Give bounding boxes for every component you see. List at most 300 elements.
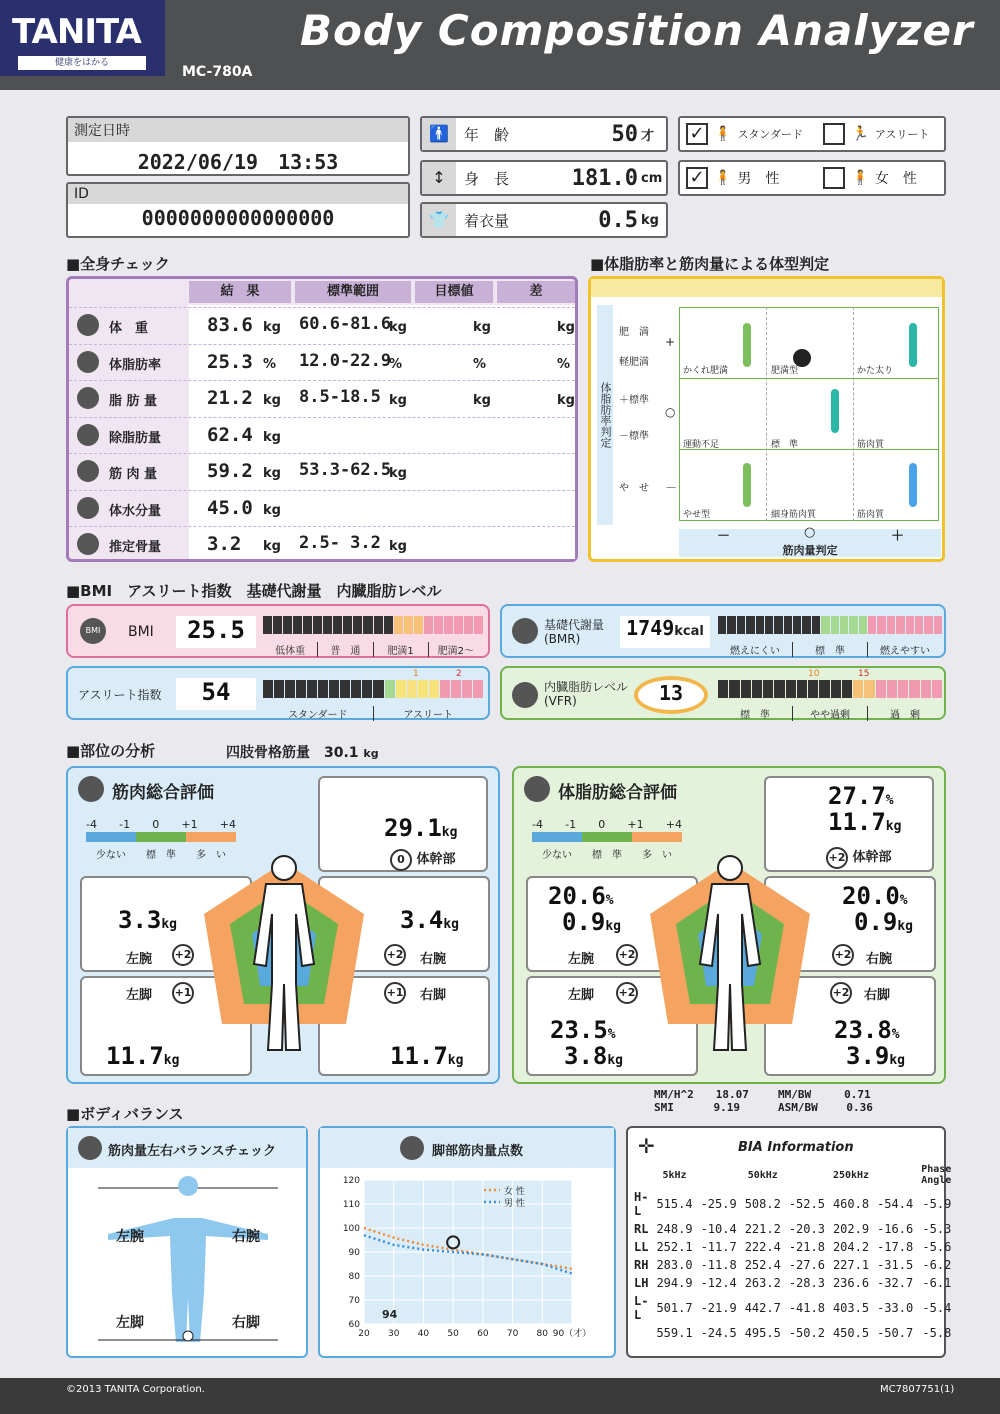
- age-label: 年 齢: [464, 125, 510, 144]
- bia-cell: 294.9: [656, 1276, 693, 1290]
- bar-cell: [763, 680, 773, 698]
- muscle-rleg-value: 11.7kg: [390, 1042, 464, 1070]
- bia-cell: -5.8: [922, 1326, 952, 1340]
- bar-cell: [898, 680, 908, 698]
- id-box: [66, 182, 410, 238]
- grid-line: [766, 307, 767, 521]
- bar-cell: [418, 680, 428, 698]
- bia-table: [630, 1162, 955, 1342]
- row-range-unit: kg: [389, 393, 407, 408]
- bmr-label: 基礎代謝量 (BMR): [544, 618, 605, 646]
- row-range: 8.5-18.5: [299, 387, 381, 407]
- fat-title: 体脂肪総合評価: [558, 783, 677, 803]
- row-icon: [77, 424, 99, 446]
- vfr-bar: [718, 680, 942, 698]
- muscle-body-diagram: [196, 854, 372, 1054]
- age-unit: 才: [641, 128, 655, 144]
- mmh2-value: 18.07: [715, 1088, 749, 1101]
- bar-segment-label: 標 準: [740, 710, 770, 721]
- x-tick-label: 20: [358, 1329, 370, 1339]
- bia-row: [630, 1292, 955, 1324]
- flegend-high: 多 い: [642, 850, 672, 861]
- bar-cell: [737, 616, 745, 634]
- bia-cell: -10.4: [700, 1222, 737, 1236]
- bmr-value: 1749: [626, 616, 675, 640]
- leg-score-panel: [318, 1126, 616, 1358]
- bmr-unit: kcal: [674, 624, 704, 639]
- copyright: ©2013 TANITA Corporation.: [66, 1384, 205, 1395]
- bar-cell: [353, 616, 362, 634]
- bia-row-key: H-L: [634, 1190, 649, 1218]
- row-range: 2.5- 3.2: [299, 533, 381, 553]
- bar-cell: [718, 680, 728, 698]
- leg-score-value: 94: [382, 1308, 398, 1321]
- bar-segment-label: スタンダード: [287, 710, 348, 721]
- bia-cell: 501.7: [656, 1301, 693, 1315]
- legend-label-0: 女 性: [504, 1187, 525, 1197]
- body-balance-title: ■ボディバランス: [66, 1105, 184, 1123]
- bia-header: Phase Angle: [921, 1164, 952, 1186]
- body-figure-icon: [909, 463, 917, 507]
- indices-title: ■BMI アスリート指数 基礎代謝量 内臓脂肪レベル: [66, 582, 442, 600]
- vfr-value-box: [634, 676, 708, 714]
- vfr-mark-15: 15: [858, 669, 870, 679]
- bia-cell: -31.5: [877, 1258, 914, 1272]
- bar-cell: [444, 616, 453, 634]
- col-result: 結 果: [189, 281, 291, 303]
- y-tick-label: 70: [348, 1296, 360, 1306]
- row-target-unit: %: [473, 356, 487, 372]
- bmi-panel: [66, 604, 490, 658]
- bar-cell: [424, 616, 433, 634]
- bar-cell: [434, 616, 443, 634]
- bia-cell: 252.4: [744, 1258, 781, 1272]
- bar-segment-label: 過 剰: [867, 706, 942, 721]
- row-icon: [77, 314, 99, 336]
- bar-segment-label: 肥満2～: [428, 642, 483, 657]
- standard-icon: 🧍: [714, 126, 732, 142]
- row-icon: [77, 497, 99, 519]
- height-value: 181.0: [571, 165, 638, 191]
- bar-cell: [384, 616, 393, 634]
- athlete-panel: [66, 666, 490, 720]
- bar-cell: [307, 680, 317, 698]
- bia-cell: -6.1: [922, 1276, 952, 1290]
- scale-m1: -1: [119, 818, 131, 831]
- fat-rarm-kg: 0.9kg: [854, 908, 914, 936]
- bar-cell: [831, 616, 839, 634]
- bia-row: [630, 1324, 955, 1342]
- col-range: 標準範囲: [295, 281, 411, 303]
- bar-cell: [462, 680, 472, 698]
- bar-cell: [440, 680, 450, 698]
- scale-p4: +4: [219, 818, 236, 831]
- bar-cell: [802, 616, 810, 634]
- row-label: 脂 肪 量: [109, 394, 158, 409]
- athlete-checkbox[interactable]: [823, 123, 845, 145]
- vfr-panel: [500, 666, 946, 720]
- header-bar: [0, 0, 1000, 90]
- fat-rleg-kg: 3.9kg: [846, 1042, 906, 1070]
- bia-cell: -50.7: [877, 1326, 914, 1340]
- row-value: 59.2: [207, 460, 253, 482]
- person-icon: 🚹: [422, 118, 456, 150]
- grid-line: [679, 378, 939, 379]
- body-figure-icon: [909, 323, 917, 367]
- fat-trunk-score: +2: [826, 847, 848, 869]
- fat-rleg-pct: 23.8%: [834, 1016, 900, 1044]
- extra-left: [654, 1088, 749, 1114]
- vfr-icon: [512, 682, 538, 708]
- vfr-value: 13: [658, 681, 684, 705]
- standard-checkbox[interactable]: ✓: [686, 123, 708, 145]
- bar-cell: [283, 616, 292, 634]
- bar-cell: [414, 616, 423, 634]
- muscle-larm-score: +2: [172, 944, 194, 966]
- bia-cell: 202.9: [832, 1222, 870, 1236]
- body-type-row-label: －標準: [619, 431, 649, 442]
- bar-segment-label: 肥満1: [373, 642, 428, 657]
- asmbw-label: ASM/BW: [778, 1101, 818, 1114]
- bar-cell: [756, 616, 764, 634]
- bar-cell: [474, 616, 483, 634]
- bar-cell: [859, 616, 867, 634]
- grid-line: [679, 449, 939, 450]
- bia-panel: [626, 1126, 952, 1358]
- female-checkbox[interactable]: [823, 167, 845, 189]
- bia-cell: 495.5: [744, 1326, 781, 1340]
- body-figure-icon: [831, 389, 839, 433]
- bia-header: [785, 1162, 829, 1188]
- col-target: 目標値: [415, 281, 493, 303]
- logo-subtitle: 健康をはかる: [18, 56, 146, 70]
- muscle-trunk-value: 29.1kg: [384, 814, 458, 842]
- standard-label: スタンダード: [737, 128, 803, 141]
- bar-cell: [362, 680, 372, 698]
- limb-muscle: [226, 742, 379, 762]
- whole-body-row: [69, 307, 575, 344]
- bia-cell: -50.2: [788, 1326, 825, 1340]
- bar-cell: [385, 680, 395, 698]
- fat-rarm-score: +2: [832, 944, 854, 966]
- muscle-scale-bar: [86, 832, 236, 842]
- bia-cell: -17.8: [877, 1240, 914, 1254]
- body-type-cell: やせ型: [683, 510, 711, 520]
- lr-balance-panel: [66, 1126, 308, 1358]
- bar-cell: [896, 616, 904, 634]
- muscle-panel: [66, 766, 500, 1084]
- clothes-label: 着衣量: [464, 211, 510, 230]
- row-unit: kg: [263, 502, 281, 518]
- body-type-row-mark: +: [665, 335, 676, 349]
- balance-icon: [78, 1136, 102, 1160]
- vfr-mark-10: 10: [808, 669, 820, 679]
- row-diff-unit: kg: [557, 393, 575, 408]
- bar-cell: [273, 616, 282, 634]
- body-type-cell: 細身筋肉質: [771, 510, 817, 520]
- row-unit: %: [263, 356, 277, 372]
- row-diff-unit: kg: [557, 320, 575, 335]
- row-icon: [77, 460, 99, 482]
- bar-cell: [840, 616, 848, 634]
- bal-larm-label: 左腕: [116, 1229, 144, 1245]
- bar-cell: [877, 616, 885, 634]
- bia-cell: 515.4: [656, 1197, 693, 1211]
- bar-cell: [915, 616, 923, 634]
- muscle-larm-label: 左腕: [126, 952, 153, 967]
- fat-larm-pct: 20.6%: [548, 882, 614, 910]
- fat-trunk-label: 体幹部: [852, 850, 892, 865]
- bia-row-key: [630, 1324, 652, 1342]
- fat-body-diagram: [642, 854, 818, 1054]
- row-value: 3.2: [207, 533, 242, 555]
- bar-cell: [924, 616, 932, 634]
- x-tick-label: 70: [506, 1329, 519, 1339]
- bar-cell: [887, 680, 897, 698]
- female-label: 女 性: [874, 171, 917, 187]
- bar-cell: [373, 680, 383, 698]
- bar-cell: [784, 616, 792, 634]
- bar-segment-label: 燃えにくい: [730, 646, 780, 657]
- row-unit: kg: [263, 539, 281, 554]
- bar-segment-label: 標 準: [792, 642, 867, 657]
- shirt-icon: 👕: [422, 204, 456, 236]
- x-mark: －: [717, 529, 731, 544]
- row-diff-unit: %: [557, 356, 571, 372]
- bar-cell: [374, 616, 383, 634]
- id-value: 0000000000000000: [141, 206, 335, 230]
- bia-row-key: RL: [634, 1222, 649, 1236]
- mmh2-label: MM/H^2: [654, 1088, 694, 1101]
- row-value: 62.4: [207, 423, 253, 446]
- row-range-unit: kg: [389, 320, 407, 335]
- body-type-row-label: 肥 満: [619, 327, 649, 338]
- bmi-value-box: [176, 616, 256, 648]
- bar-cell: [429, 680, 439, 698]
- logo-text: TANITA: [12, 12, 141, 52]
- bar-cell: [303, 616, 312, 634]
- clothes-value: 0.5: [598, 207, 638, 233]
- fat-rleg-label: 右脚: [864, 988, 891, 1003]
- bia-cell: 221.2: [744, 1222, 781, 1236]
- legend-low: 少ない: [96, 850, 126, 861]
- body-type-cell: かくれ肥満: [683, 366, 729, 376]
- bar-cell: [934, 616, 942, 634]
- bia-cell: -16.6: [877, 1222, 914, 1236]
- bia-cell: -54.4: [877, 1197, 914, 1211]
- male-checkbox[interactable]: ✓: [686, 167, 708, 189]
- muscle-lleg-score: +1: [172, 982, 194, 1004]
- bia-cell: 227.1: [832, 1258, 870, 1272]
- bia-header: 250kHz: [832, 1169, 870, 1181]
- bar-cell: [340, 680, 350, 698]
- body-type-title: ■体脂肪率と筋肉量による体型判定: [590, 255, 830, 273]
- athlete-mark-1: 1: [413, 669, 419, 679]
- bar-segment-label: 燃えやすい: [867, 642, 942, 657]
- bar-cell: [853, 680, 863, 698]
- row-value: 83.6: [207, 314, 253, 336]
- x-axis-label: 筋肉量判定: [782, 544, 838, 557]
- whole-body-title: ■全身チェック: [66, 255, 170, 273]
- muscle-rleg-label: 右脚: [420, 988, 447, 1003]
- bar-cell: [333, 616, 342, 634]
- bia-title: BIA Information: [738, 1140, 854, 1155]
- leg-icon: [400, 1136, 424, 1160]
- vfr-label: 内臓脂肪レベル (VFR): [544, 680, 629, 708]
- row-range: 53.3-62.5: [299, 460, 392, 480]
- bar-cell: [864, 680, 874, 698]
- row-icon: [77, 351, 99, 373]
- fat-lleg-score: +2: [616, 982, 638, 1004]
- bia-cell: -33.0: [877, 1301, 914, 1315]
- bia-cell: -5.4: [922, 1301, 952, 1315]
- bia-cell: -41.8: [788, 1301, 825, 1315]
- bar-cell: [831, 680, 841, 698]
- bmi-label: BMI: [128, 624, 154, 640]
- row-label: 推定骨量: [109, 540, 162, 555]
- female-icon: 🧍: [851, 170, 869, 186]
- bia-row: [630, 1238, 955, 1256]
- row-range: 60.6-81.6: [299, 314, 392, 334]
- whole-body-row: [69, 417, 575, 454]
- whole-body-row: [69, 380, 575, 417]
- bar-cell: [285, 680, 295, 698]
- fat-larm-score: +2: [616, 944, 638, 966]
- bar-cell: [746, 616, 754, 634]
- scale-0: 0: [152, 818, 160, 831]
- height-unit: cm: [641, 170, 663, 186]
- muscle-rarm-value: 3.4kg: [400, 906, 460, 934]
- bia-header: 50kHz: [747, 1169, 778, 1181]
- bia-cell: 403.5: [832, 1301, 870, 1315]
- tanita-logo: [0, 0, 165, 76]
- fat-rleg-score: +2: [830, 982, 852, 1004]
- bar-cell: [396, 680, 406, 698]
- row-value: 25.3: [207, 350, 253, 373]
- bia-cell: 508.2: [744, 1197, 781, 1211]
- model-number: MC-780A: [182, 64, 253, 80]
- fscale-m4: -4: [532, 818, 543, 831]
- bia-cell: -5.6: [922, 1240, 952, 1254]
- segmental-title: ■部位の分析: [66, 742, 156, 760]
- bar-cell: [329, 680, 339, 698]
- bia-cell: -11.8: [700, 1258, 737, 1272]
- smi-value: 9.19: [713, 1101, 740, 1114]
- bia-cell: -6.2: [922, 1258, 952, 1272]
- fat-rarm-label: 右腕: [866, 952, 893, 967]
- y-tick-label: 110: [342, 1200, 360, 1210]
- row-unit: kg: [263, 320, 281, 335]
- lr-title: 筋肉量左右バランスチェック: [108, 1144, 276, 1159]
- muscle-title: 筋肉総合評価: [112, 783, 214, 803]
- row-value: 45.0: [207, 496, 253, 519]
- bar-cell: [727, 616, 735, 634]
- body-type-row-mark: －: [665, 481, 678, 495]
- crosshair-icon: ✛: [638, 1134, 655, 1158]
- bar-cell: [887, 616, 895, 634]
- athlete-mark-2: 2: [456, 669, 462, 679]
- athlete-icon: 🏃: [851, 126, 869, 142]
- bar-cell: [473, 680, 483, 698]
- bia-row-key: RH: [634, 1258, 649, 1272]
- whole-body-row: [69, 490, 575, 527]
- body-type-panel: [588, 276, 945, 562]
- bar-cell: [718, 616, 726, 634]
- form-code: MC7807751(1): [880, 1384, 955, 1395]
- bia-cell: -52.5: [788, 1197, 825, 1211]
- x-tick-label: 40: [417, 1329, 430, 1339]
- limb-value: 30.1: [324, 745, 359, 761]
- clothes-box: [420, 202, 668, 238]
- x-mark: ○: [804, 525, 816, 540]
- x-tick-label: 80: [536, 1329, 549, 1339]
- whole-body-table: [66, 276, 578, 562]
- fscale-p4: +4: [665, 818, 682, 831]
- bia-cell: 559.1: [656, 1326, 693, 1340]
- leg-score-chart: [324, 1172, 612, 1356]
- bia-cell: 450.5: [832, 1326, 870, 1340]
- bia-cell: -11.7: [700, 1240, 737, 1254]
- fscale-p1: +1: [627, 818, 644, 831]
- legend-label-1: 男 性: [504, 1199, 525, 1209]
- bar-cell: [729, 680, 739, 698]
- muscle-larm-value: 3.3kg: [118, 906, 178, 934]
- fat-lleg-pct: 23.5%: [550, 1016, 616, 1044]
- bar-cell: [263, 680, 273, 698]
- muscle-rarm-label: 右腕: [420, 952, 447, 967]
- row-target-unit: kg: [473, 320, 491, 335]
- sex-box: [678, 160, 946, 196]
- height-icon: ↕: [422, 162, 456, 194]
- bia-row: [630, 1274, 955, 1292]
- body-type-cell: かた太り: [857, 366, 894, 376]
- bar-cell: [363, 616, 372, 634]
- body-type-header: [591, 279, 942, 297]
- bia-header: [873, 1162, 917, 1188]
- row-label: 筋 肉 量: [109, 467, 158, 482]
- age-value: 50: [611, 121, 638, 147]
- row-icon: [77, 533, 99, 555]
- athlete-bar: [263, 680, 483, 698]
- bmi-value: 25.5: [187, 616, 245, 644]
- muscle-lleg-label: 左脚: [126, 988, 153, 1003]
- bmr-panel: [500, 604, 946, 658]
- date-value: 2022/06/19 13:53: [137, 150, 339, 174]
- bmr-icon: [512, 618, 538, 644]
- x-tick-label: 90（才）: [552, 1329, 592, 1339]
- bar-cell: [774, 680, 784, 698]
- x-tick-label: 30: [387, 1329, 400, 1339]
- bar-cell: [932, 680, 942, 698]
- bia-cell: 236.6: [832, 1276, 870, 1290]
- row-range-unit: kg: [389, 539, 407, 554]
- muscle-lleg-value: 11.7kg: [106, 1042, 180, 1070]
- bar-cell: [786, 680, 796, 698]
- bal-lleg-label: 左脚: [116, 1315, 144, 1331]
- bia-row-key: LL: [634, 1240, 649, 1254]
- bar-cell: [842, 680, 852, 698]
- y-tick-label: 100: [342, 1224, 360, 1234]
- bia-row: [630, 1188, 955, 1220]
- bia-header: 5kHz: [662, 1169, 687, 1181]
- legend-high: 多 い: [196, 850, 226, 861]
- bar-cell: [274, 680, 284, 698]
- bia-cell: -21.9: [700, 1301, 737, 1315]
- bar-cell: [774, 616, 782, 634]
- body-type-row-mark: ○: [665, 405, 676, 419]
- x-tick-label: 50: [447, 1329, 459, 1339]
- bia-header: [697, 1162, 741, 1188]
